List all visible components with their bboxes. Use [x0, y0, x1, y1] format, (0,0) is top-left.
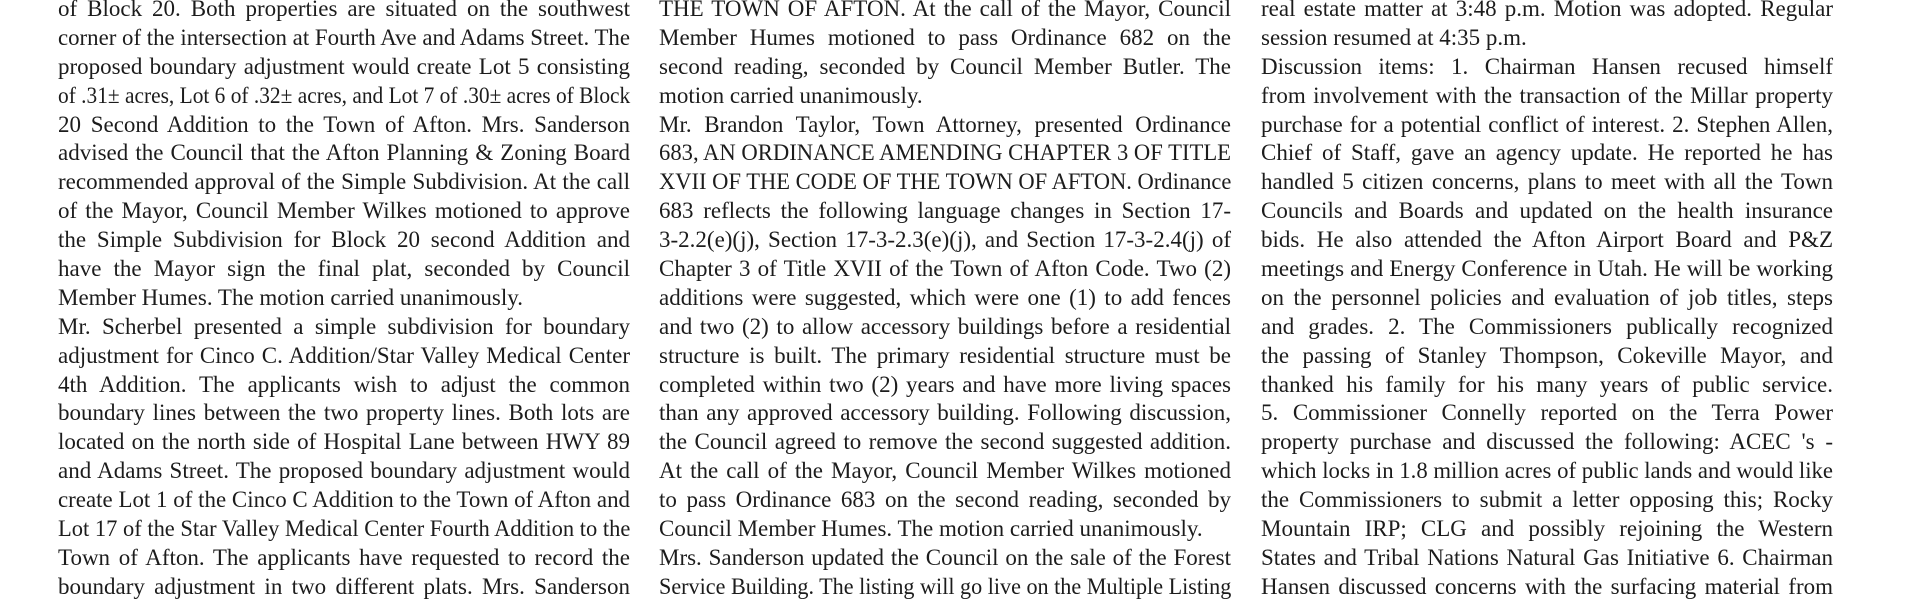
text-line: recommended approval of the Simple Subdivision. At the call: [58, 169, 630, 195]
text-line: States and Tribal Nations Natural Gas Initiative 6. Chairman: [1261, 544, 1833, 570]
article-column-2: [659, 0, 1231, 602]
text-line: which locks in 1.8 million acres of public lands and would like: [1261, 458, 1833, 484]
text-line: 4th Addition. The applicants wish to adjust the common: [58, 371, 630, 397]
text-line: additions were suggested, which were one (1) to add fences: [659, 284, 1231, 310]
text-line: XVII OF THE CODE OF THE TOWN OF AFTON. Ordinance: [659, 169, 1232, 195]
text-line: of .31± acres, Lot 6 of .32± acres, and Lot 7 of .30± acres of Block: [58, 82, 631, 108]
text-line: boundary adjustment in two different plats. Mrs. Sanderson: [58, 573, 630, 599]
text-line: Mr. Brandon Taylor, Town Attorney, presented Ordinance: [659, 111, 1231, 137]
article-column-1: [58, 0, 630, 602]
text-line: and grades. 2. The Commissioners publically recognized: [1261, 313, 1833, 339]
text-line: structure is built. The primary residential structure must be: [659, 342, 1231, 368]
text-line: motion carried unanimously.: [659, 82, 923, 108]
text-line: the Simple Subdivision for Block 20 second Addition and: [58, 227, 630, 253]
text-line: proposed boundary adjustment would create Lot 5 consisting: [58, 53, 630, 79]
text-line: Mr. Scherbel presented a simple subdivision for boundary: [58, 313, 630, 339]
text-line: THE TOWN OF AFTON. At the call of the Mayor, Council: [659, 0, 1231, 21]
text-line: of Block 20. Both properties are situated on the southwest: [58, 0, 630, 21]
text-line: session resumed at 4:35 p.m.: [1261, 24, 1527, 50]
text-line: of the Mayor, Council Member Wilkes motioned to approve: [58, 198, 630, 224]
text-line: corner of the intersection at Fourth Ave and Adams Street. The: [58, 24, 630, 50]
text-line: At the call of the Mayor, Council Member Wilkes motioned: [659, 458, 1231, 484]
text-line: Member Humes. The motion carried unanimously.: [58, 284, 524, 310]
text-line: Discussion items: 1. Chairman Hansen recused himself: [1261, 53, 1833, 79]
text-line: and Adams Street. The proposed boundary adjustment would: [58, 458, 630, 484]
text-line: than any approved accessory building. Following discussion,: [659, 400, 1231, 426]
text-line: bids. He also attended the Afton Airport Board and P&Z: [1261, 227, 1833, 253]
text-line: have the Mayor sign the final plat, seconded by Council: [58, 256, 630, 282]
text-line: Town of Afton. The applicants have requested to record the: [58, 544, 630, 570]
text-line: Hansen discussed concerns with the surfacing material from: [1261, 573, 1833, 599]
text-line: on the personnel policies and evaluation of job titles, steps: [1261, 284, 1833, 310]
text-line: property purchase and discussed the following: ACEC 's -: [1261, 429, 1833, 455]
article-column-3: [1261, 0, 1833, 602]
text-line: real estate matter at 3:48 p.m. Motion was adopted. Regular: [1261, 0, 1833, 21]
text-line: Councils and Boards and updated on the health insurance: [1261, 198, 1833, 224]
text-line: Member Humes motioned to pass Ordinance 682 on the: [659, 24, 1231, 50]
text-line: 683, AN ORDINANCE AMENDING CHAPTER 3 OF TITLE: [659, 140, 1231, 166]
text-line: adjustment for Cinco C. Addition/Star Valley Medical Center: [58, 342, 630, 368]
text-line: from involvement with the transaction of the Millar property: [1261, 82, 1833, 108]
text-line: 5. Commissioner Connelly reported on the Terra Power: [1261, 400, 1833, 426]
text-line: handled 5 citizen concerns, plans to meet with all the Town: [1261, 169, 1833, 195]
text-line: purchase for a potential conflict of interest. 2. Stephen Allen,: [1261, 111, 1833, 137]
text-line: meetings and Energy Conference in Utah. He will be working: [1261, 256, 1833, 282]
text-line: create Lot 1 of the Cinco C Addition to the Town of Afton and: [58, 487, 630, 513]
text-line: the Council agreed to remove the second suggested addition.: [659, 429, 1231, 455]
text-line: 683 reflects the following language changes in Section 17-: [659, 198, 1231, 224]
text-line: and two (2) to allow accessory buildings before a residential: [659, 313, 1231, 339]
text-line: thanked his family for his many years of public service.: [1261, 371, 1833, 397]
text-line: Lot 17 of the Star Valley Medical Center Fourth Addition to the: [58, 516, 631, 542]
text-line: Service Building. The listing will go live on the Multiple Listing: [659, 573, 1232, 599]
text-line: boundary lines between the two property lines. Both lots are: [58, 400, 630, 426]
text-line: to pass Ordinance 683 on the second reading, seconded by: [659, 487, 1231, 513]
text-line: second reading, seconded by Council Member Butler. The: [659, 53, 1231, 79]
text-line: advised the Council that the Afton Planning & Zoning Board: [58, 140, 630, 166]
text-line: located on the north side of Hospital Lane between HWY 89: [58, 429, 630, 455]
text-line: the Commissioners to submit a letter opposing this; Rocky: [1261, 487, 1833, 513]
text-line: 20 Second Addition to the Town of Afton. Mrs. Sanderson: [58, 111, 630, 137]
text-line: Chief of Staff, gave an agency update. He reported he has: [1261, 140, 1833, 166]
text-line: Chapter 3 of Title XVII of the Town of Afton Code. Two (2): [659, 256, 1231, 282]
text-line: the passing of Stanley Thompson, Cokeville Mayor, and: [1261, 342, 1833, 368]
text-line: Mountain IRP; CLG and possibly rejoining the Western: [1261, 516, 1833, 542]
text-line: completed within two (2) years and have more living spaces: [659, 371, 1231, 397]
text-line: Council Member Humes. The motion carried unanimously.: [659, 516, 1203, 542]
text-line: Mrs. Sanderson updated the Council on the sale of the Forest: [659, 544, 1231, 570]
text-line: 3-2.2(e)(j), Section 17-3-2.3(e)(j), and Section 17-3-2.4(j) of: [659, 227, 1231, 253]
